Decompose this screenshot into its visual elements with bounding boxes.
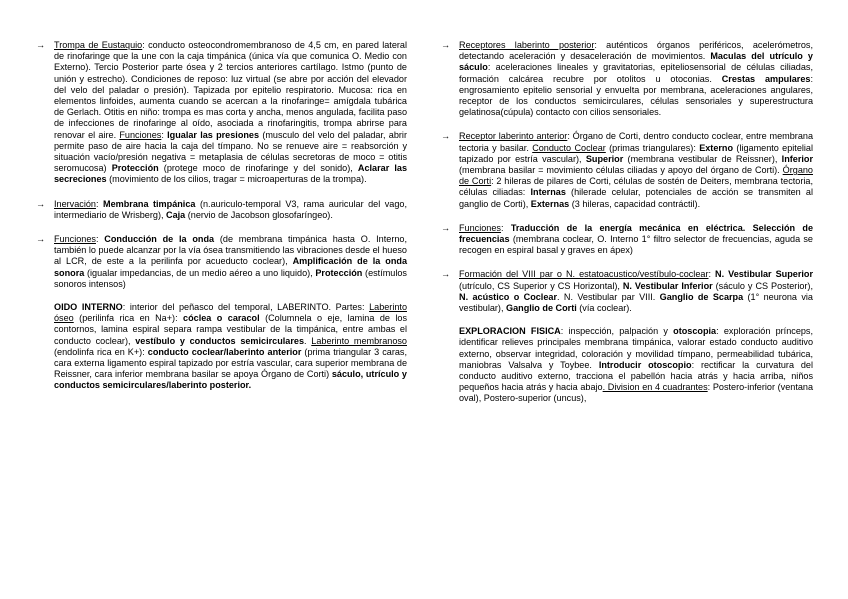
body-text: : interior del peñasco del temporal, LABERINTO. Partes: <box>122 302 370 313</box>
key-term: Inferior <box>781 153 813 164</box>
body-text: : Órgano de Corti, dentro conducto coclear, entre membrana tectoria y basilar. <box>459 131 814 153</box>
subheading: Órgano de Corti <box>459 165 813 187</box>
body-text: (perilinfa rica en Na+): <box>73 313 184 324</box>
section-heading: Trompa de Eustaquio <box>54 40 143 50</box>
body-text: : 2 hileras de pilares de Corti, células de sostén de Deiters, membrana tectoria, células ciliadas: <box>459 176 813 198</box>
key-term: N. Vestibular Superior <box>715 269 813 280</box>
body-text: (membrana basilar = movimiento células ciliadas y apoyo del órgano de Corti). <box>459 165 783 176</box>
body-text: (hilerade celular, potenciales de acción se transmiten al ganglio de Corti), <box>459 187 813 209</box>
arrow-icon: → <box>36 40 46 50</box>
body-text: (musculo del velo del paladar, abrir permite paso de aire hacia la caja del tímpano. No se renueve aire = reabsorción y situación vacío/presión negativa = metaplasia de células secretoras de moco = otitis seromucosa) <box>54 129 407 174</box>
subheading: Laberinto óseo <box>54 302 407 324</box>
body-text: (membrana vestibular de Reissner), <box>623 153 782 164</box>
body-text: (estímulos sonoros intensos) <box>54 267 407 289</box>
body-text: : <box>161 129 168 140</box>
body-text: : inspección, palpación y <box>560 326 674 337</box>
key-term: vestíbulo y conductos semicirculares <box>135 335 305 346</box>
key-term: Protección <box>111 163 159 174</box>
key-term: OIDO INTERNO <box>54 302 123 313</box>
section-funciones-oido-medio <box>36 234 407 290</box>
arrow-icon: → <box>36 234 46 245</box>
section-inervacion <box>36 199 407 221</box>
subheading: Conducto Coclear <box>532 142 606 153</box>
body-text: (ligamento epitelial tapizado por estría vascular), <box>459 142 814 164</box>
key-term: Ganglio de Corti <box>506 303 577 314</box>
key-term: cóclea o caracol <box>183 313 260 324</box>
body-text: (utrículo, CS Superior y CS Horizontal), <box>459 280 623 291</box>
body-text: : engrosamiento epitelio sensorial y envuelta por membrana, aceleraciones angulares, receptor de los conductos semicirculares, células sensoriales y superestructura gelatinosa(cúpula) contacto con cilios sensoriales. <box>459 73 813 118</box>
arrow-icon: → <box>441 40 451 50</box>
body-text: (movimiento de los cilios, tragar = microaperturas de la trompa). <box>106 174 367 185</box>
subheading: . Division en 4 cuadrantes <box>602 382 708 393</box>
body-text: . <box>304 335 312 346</box>
key-term: Membrana timpánica <box>103 198 196 209</box>
left-column <box>36 40 407 392</box>
section-receptores-laberinto-posterior <box>441 40 813 118</box>
section-funciones-oido-interno <box>441 223 813 257</box>
section-heading: Formación del VIII par o N. estatoacustico/vestíbulo-coclear <box>459 269 709 280</box>
body-text: (prima triangular 3 caras, cara externa ligamento espiral tapizado por estría vascular, cara superior membrana de Reissner, cara inferior membrana basilar se apoya Órgano de Corti) <box>54 346 408 380</box>
key-term: Caja <box>166 209 186 220</box>
body-text: : Postero-inferior (ventana oval), Postero-superior (uncus), <box>459 382 814 404</box>
section-heading: Funciones <box>54 234 96 245</box>
arrow-icon: → <box>36 198 46 209</box>
section-heading: Receptores laberinto posterior <box>459 40 595 50</box>
body-text: : <box>500 222 511 233</box>
section-formacion-viii-par <box>441 269 813 314</box>
section-trompa-eustaquio <box>36 40 407 186</box>
body-text: . N. Vestibular par VIII. <box>556 291 660 302</box>
key-term: Maculas del utrículo y sáculo <box>459 51 813 73</box>
subheading: Laberinto membranoso <box>311 335 407 346</box>
key-term: Introducir otoscopio <box>598 359 692 370</box>
key-term: Traducción de la energía mecánica en eléctrica. Selección de frecuencias <box>459 222 813 245</box>
body-text: : aceleraciones lineales y gravitatorias, epiteliosensorial de células ciliadas, formación calcárea recubre por otolitos u otoconias. <box>459 62 813 84</box>
subheading: Funciones <box>119 129 162 140</box>
key-term: Internas <box>530 187 566 198</box>
section-receptor-laberinto-anterior <box>441 131 813 209</box>
body-text: (3 hileras, capacidad contráctil). <box>569 198 701 209</box>
key-term: Protección <box>315 267 363 278</box>
key-term: otoscopia <box>673 326 717 337</box>
body-text: : rectificar la curvatura del conducto auditivo externo, tracciona el pabellón hacia atrás y hacia arriba, niños pequeños hacia atrás y hacia abajo <box>459 359 813 393</box>
section-heading: Receptor laberinto anterior <box>459 131 568 142</box>
key-term: Externas <box>530 198 570 209</box>
key-term: sáculo, utrículo y conductos semicirculares/laberinto posterior. <box>54 369 407 391</box>
body-text: : <box>95 198 104 209</box>
body-text: (sáculo y CS Posterior), <box>712 280 813 291</box>
body-text: : auténticos órganos periféricos, acelerómetros, detectando aceleración y desaceleración de movimientos. <box>459 40 813 62</box>
arrow-icon: → <box>441 222 451 233</box>
key-term: EXPLORACION FISICA <box>459 326 561 337</box>
body-text: (Columnela o eje, lamina de los contornos, lamina espiral separa rampa vestibular de la timpánica, entre ambas el conducto coclear), <box>54 313 407 346</box>
key-term: Superior <box>585 153 624 164</box>
body-text: : <box>95 234 105 245</box>
body-text: (protege moco de rinofaringe y del sonido), <box>158 163 358 174</box>
right-column <box>441 40 813 405</box>
key-term: Conducción de la onda <box>104 234 215 245</box>
key-term: N. Vestibular Inferior <box>622 280 713 291</box>
body-text: : conducto osteocondromembranoso de 4,5 cm, en pared lateral de rinofaringe que la une con la caja timpánica (única vía que comunica O. Medio con Externo). Tercio Posterior parte ósea y 2 tercios anteriores cartílago. Istmo (punto de unión y estrecho). Condiciones de reposo: luz virtual (se abre por acción del elevador del velo del paladar o presión). Tapizada por epitelio respiratorio. Mucosa: rica en elementos linfoides, aumenta cuando se acercan a la rinofaringe= amígdala tubárica de Gerlach. Otitis en niño: trompa es mas corta y ancha, menos angulada, facilita paso de infecciones de rinofaringe al oído, asociada a rinofaringitis, trompa abrirse para renovar el aire. <box>54 40 407 140</box>
section-exploracion-fisica <box>441 326 813 404</box>
body-text: (n.auriculo-temporal V3, rama auricular del vago, intermediario de Wrisberg), <box>54 198 408 220</box>
key-term: Crestas ampulares <box>721 73 811 84</box>
key-term: Ganglio de Scarpa <box>659 291 744 302</box>
body-text: (1° neurona via vestibular), <box>459 291 813 314</box>
body-text: : <box>708 269 716 280</box>
section-oido-interno <box>36 302 407 392</box>
key-term: Igualar las presiones <box>167 129 260 140</box>
key-term: conducto coclear/laberinto anterior <box>147 346 302 357</box>
arrow-icon: → <box>441 131 451 142</box>
section-heading: Funciones <box>459 222 501 233</box>
key-term: N. acústico o Coclear <box>459 291 557 302</box>
body-text: (vía coclear). <box>576 303 632 314</box>
body-text: (nervio de Jacobson glosofaríngeo). <box>185 209 333 220</box>
section-heading: Inervación <box>54 198 96 209</box>
body-text: (primas triangulares): <box>605 142 700 153</box>
key-term: Amplificación de la onda sonora <box>54 256 407 278</box>
body-text: (membrana coclear, O. Interno 1° filtro selector de frecuencias, aguda se recogen en espiral basal y graves en ápex) <box>459 234 813 256</box>
key-term: Externo <box>699 142 734 153</box>
key-term: Aclarar las secreciones <box>54 163 407 185</box>
body-text: (endolinfa rica en K+): <box>54 346 148 357</box>
body-text: : exploración prínceps, identificar relieves principales membrana timpánica, valorar estado conducto auditivo externo, observar integridad, coloración y movilidad tímpano, permeabilidad tubárica, maniobras Valsalva y Toybee. <box>459 326 814 370</box>
body-text: (de membrana timpánica hasta O. Interno, también lo puede alcanzar por la vía ósea transmitiendo las vibraciones desde el hueso al LCR, de este a la perilinfa por acueducto coclear), <box>54 234 407 267</box>
arrow-icon: → <box>441 269 451 280</box>
body-text: (igualar impedancias, de un medio aéreo a uno liquido), <box>84 267 316 278</box>
